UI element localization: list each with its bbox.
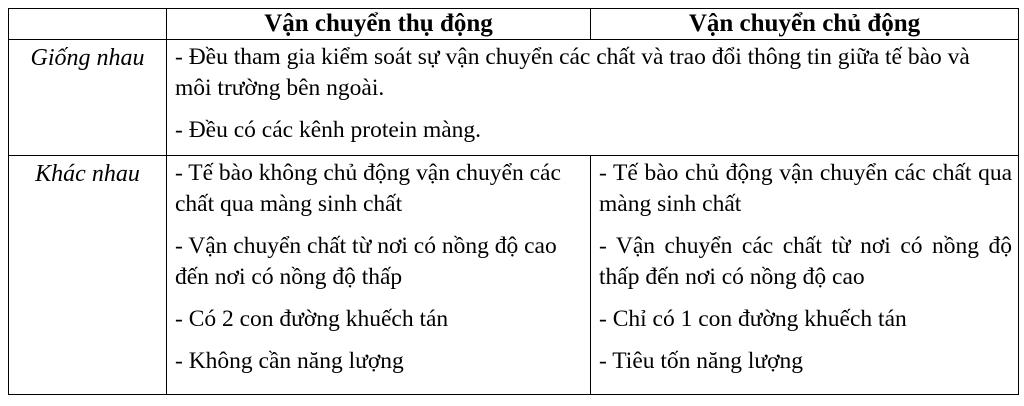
similarities-row [9, 40, 1019, 156]
active-item: - Tiêu tốn năng lượng [599, 348, 804, 374]
passive-item: - Có 2 con đường khuếch tán [175, 306, 449, 332]
differences-label: Khác nhau [9, 156, 167, 395]
active-item: - Vận chuyển các chất từ nơi có nồng độ thấp đến nơi có nồng độ cao [599, 233, 1012, 290]
passive-item: - Vận chuyển chất từ nơi có nồng độ cao đến nơi có nồng độ thấp [175, 233, 557, 290]
differences-row [9, 156, 1019, 395]
header-empty-cell [9, 9, 167, 40]
passive-item: - Không cần năng lượng [175, 348, 404, 374]
passive-differences-cell [167, 156, 591, 395]
similarity-item: - Đều có các kênh protein màng. [175, 117, 482, 143]
header-passive-transport: Vận chuyển thụ động [167, 9, 591, 40]
comparison-table [8, 8, 1019, 395]
similarities-label: Giống nhau [9, 40, 167, 156]
active-differences-cell [591, 156, 1019, 395]
header-active-transport: Vận chuyển chủ động [591, 9, 1019, 40]
active-item: - Tế bào chủ động vận chuyển các chất qua màng sinh chất [599, 160, 1012, 217]
active-item: - Chỉ có 1 con đường khuếch tán [599, 306, 907, 332]
passive-item: - Tế bào không chủ động vận chuyển các chất qua màng sinh chất [175, 160, 561, 217]
similarities-cell [167, 40, 1019, 156]
similarity-item: - Đều tham gia kiểm soát sự vận chuyển các chất và trao đổi thông tin giữa tế bào và môi trường bên ngoài. [175, 44, 970, 101]
header-row [9, 9, 1019, 40]
